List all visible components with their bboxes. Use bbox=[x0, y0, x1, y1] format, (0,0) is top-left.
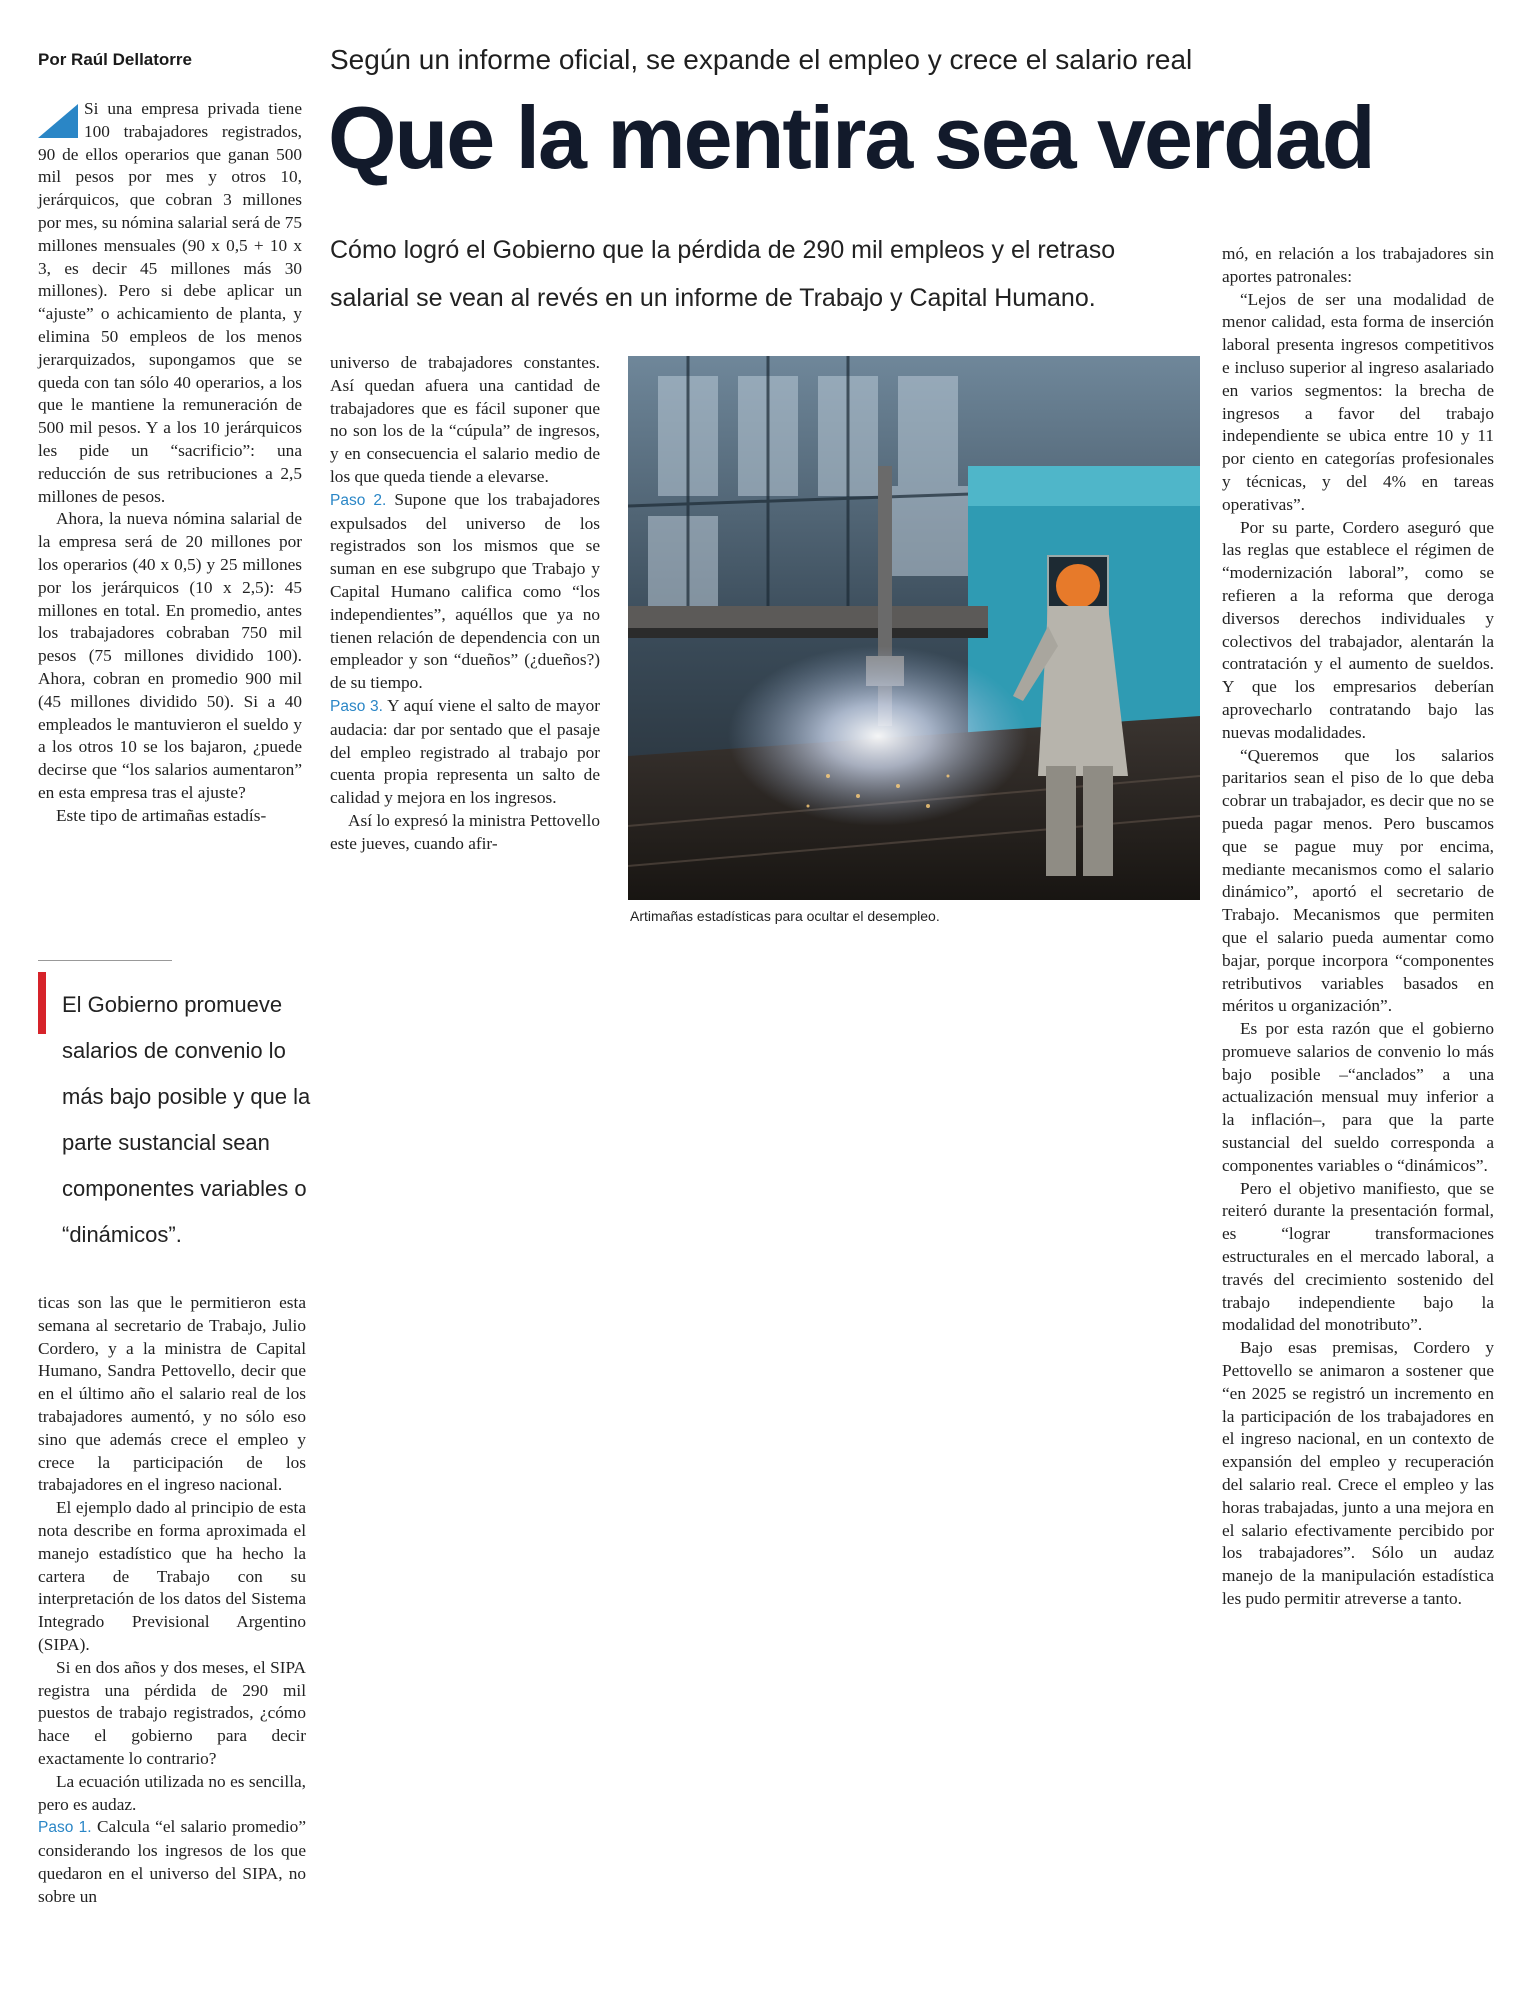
paragraph: “Lejos de ser una modalidad de menor calidad, esta forma de inserción laboral presenta ingresos competitivos e incluso superior al ingreso asalariado en varios segmentos: la brecha de ingresos a favor del trabajo independiente se ubica entre 10 y 11 por ciento en categorías profesionales y técnicas, y del 4% en tareas operativas”. bbox=[1222, 289, 1494, 514]
step-text: Y aquí viene el salto de mayor audacia: dar por sentado que el pasaje del empleo registrado al trabajo por cuenta propia representa un salto de calidad y mejora en los ingresos. bbox=[330, 695, 600, 808]
kicker: Según un informe oficial, se expande el empleo y crece el salario real bbox=[330, 44, 1193, 75]
column-3 bbox=[1222, 243, 1494, 1611]
triangle-marker-icon bbox=[38, 104, 78, 138]
paragraph: Pero el objetivo manifiesto, que se reiteró durante la presentación formal, es “lograr transformaciones estructurales en el mercado laboral, a través del crecimiento sostenido del trabajo independiente bajo la modalidad del monotributo”. bbox=[1222, 1178, 1494, 1335]
byline: Por Raúl Dellatorre bbox=[38, 50, 192, 69]
paragraph-step-2 bbox=[330, 489, 600, 695]
paragraph: Si en dos años y dos meses, el SIPA registra una pérdida de 290 mil puestos de trabajo registrados, ¿cómo hace el gobierno para decir exactamente lo contrario? bbox=[38, 1657, 306, 1768]
column-2 bbox=[330, 352, 600, 856]
headline: Que la mentira sea verdad bbox=[328, 88, 1374, 187]
paragraph: Por su parte, Cordero aseguró que las reglas que establece el régimen de “modernización laboral”, como se refieren a la reforma que deroga diversos derechos individuales y colectivos del trabajador, alentarán la contratación y el aumento de sueldos. Y que los empresarios deberían aprovecharlo contratando bajo las nuevas modalidades. bbox=[1222, 517, 1494, 742]
divider bbox=[38, 960, 172, 961]
article-photo bbox=[628, 356, 1200, 900]
column-1-bottom bbox=[38, 1292, 306, 1909]
photo-caption: Artimañas estadísticas para ocultar el desempleo. bbox=[630, 908, 940, 924]
step-text: Calcula “el salario promedio” considerando los ingresos de los que quedaron en el universo del SIPA, no sobre un bbox=[38, 1817, 306, 1906]
paragraph-step-3 bbox=[330, 695, 600, 810]
step-label: Paso 3. bbox=[330, 697, 383, 715]
paragraph: Si una empresa privada tiene 100 trabajadores registrados, 90 de ellos operarios que ganan 500 mil pesos por mes y otros 10, jerárquicos, que cobran 3 millones por mes, su nómina salarial será de 75 millones mensuales (90 x 0,5 + 10 x 3, es decir 45 millones más 30 millones). Pero si debe aplicar un “ajuste” o achicamiento de planta, y elimina 50 empleos de los menos jerarquizados, supongamos que se queda con tan sólo 40 operarios, a los que le mantiene la remuneración de 500 mil pesos. Y a los 10 jerárquicos les pide un “sacrificio”: una reducción de sus retribuciones a 2,5 millones de pesos. bbox=[38, 99, 302, 506]
paragraph: Este tipo de artimañas estadís- bbox=[56, 805, 267, 825]
paragraph: “Queremos que los salarios paritarios sean el piso de lo que deba cobrar un trabajador, es decir que no se pueda pagar menos. Pero buscamos que se pague muy por encima, mediante mecanismos como el salario dinámico”, aportó el secretario de Trabajo. Mecanismos que permiten que el salario pueda aumentar como bajar, porque incorpora “componentes retributivos variables basados en méritos u organización”. bbox=[1222, 745, 1494, 1016]
paragraph: Es por esta razón que el gobierno promueve salarios de convenio lo más bajo posible –“anclados” a una actualización mensual muy inferior a la inflación–, para que la parte sustancial del sueldo corresponda a componentes variables o “dinámicos”. bbox=[1222, 1019, 1494, 1175]
step-label: Paso 1. bbox=[38, 1819, 92, 1837]
pullquote: El Gobierno promueve salarios de convenio lo más bajo posible y que la parte sustancial sean componentes variables o “dinámicos”. bbox=[62, 992, 311, 1247]
paragraph: La ecuación utilizada no es sencilla, pero es audaz. bbox=[38, 1771, 306, 1814]
column-1-top bbox=[38, 98, 302, 828]
paragraph: ticas son las que le permitieron esta semana al secretario de Trabajo, Julio Cordero, y a la ministra de Capital Humano, Sandra Pettovello, decir que en el último año el salario real de los trabajadores aumentó, y no sólo eso sino que además crece el empleo y crece la participación de los trabajadores en el ingreso nacional. bbox=[38, 1293, 306, 1495]
paragraph: Así lo expresó la ministra Pettovello este jueves, cuando afir- bbox=[330, 810, 600, 853]
deck: Cómo logró el Gobierno que la pérdida de 290 mil empleos y el retraso salarial se vean al revés en un informe de Trabajo y Capital Humano. bbox=[330, 236, 1116, 312]
pullquote-accent-bar bbox=[38, 972, 46, 1034]
step-label: Paso 2. bbox=[330, 491, 387, 509]
paragraph: Bajo esas premisas, Cordero y Pettovello se animaron a sostener que “en 2025 se registró un incremento en la participación de los trabajadores en el ingreso nacional, en un contexto de expansión del empleo y recuperación del salario real. Crece el empleo y las horas trabajadas, junto a una mejora en el salario efectivamente percibido por los trabajadores”. Sólo un audaz manejo de la manipulación estadística les pudo permitir atreverse a tanto. bbox=[1222, 1338, 1494, 1609]
paragraph: mó, en relación a los trabajadores sin aportes patronales: bbox=[1222, 244, 1494, 286]
paragraph: Ahora, la nueva nómina salarial de la empresa será de 20 millones por los operarios (40 x 0,5) y 25 millones por los jerárquicos (10 x 2,5): 45 millones en total. En promedio, antes los trabajadores cobraban 750 mil pesos (75 millones dividido 100). Ahora, cobran en promedio 900 mil (45 millones dividido 50). Si a 40 empleados le mantuvieron el sueldo y a los otros 10 se los bajaron, ¿puede decirse que “los salarios aumentaron” en esta empresa tras el ajuste? bbox=[38, 509, 302, 802]
step-text: Supone que los trabajadores expulsados del universo de los registrados son los mismos que se suman en ese subgrupo que Trabajo y Capital Humano califica como “los independientes”, aquéllos que ya no tienen relación de dependencia con un empleador y son “dueños” (¿dueños?) de su tiempo. bbox=[330, 489, 600, 693]
paragraph: El ejemplo dado al principio de esta nota describe en forma aproximada el manejo estadístico que ha hecho la cartera de Trabajo con su interpretación de los datos del Sistema Integrado Previsional Argentino (SIPA). bbox=[38, 1498, 306, 1654]
paragraph-step-1 bbox=[38, 1816, 306, 1908]
paragraph: universo de trabajadores constantes. Así quedan afuera una cantidad de trabajadores que es fácil suponer que no son los de la “cúpula” de ingresos, y en consecuencia el salario medio de los que queda tiende a elevarse. bbox=[330, 353, 600, 486]
